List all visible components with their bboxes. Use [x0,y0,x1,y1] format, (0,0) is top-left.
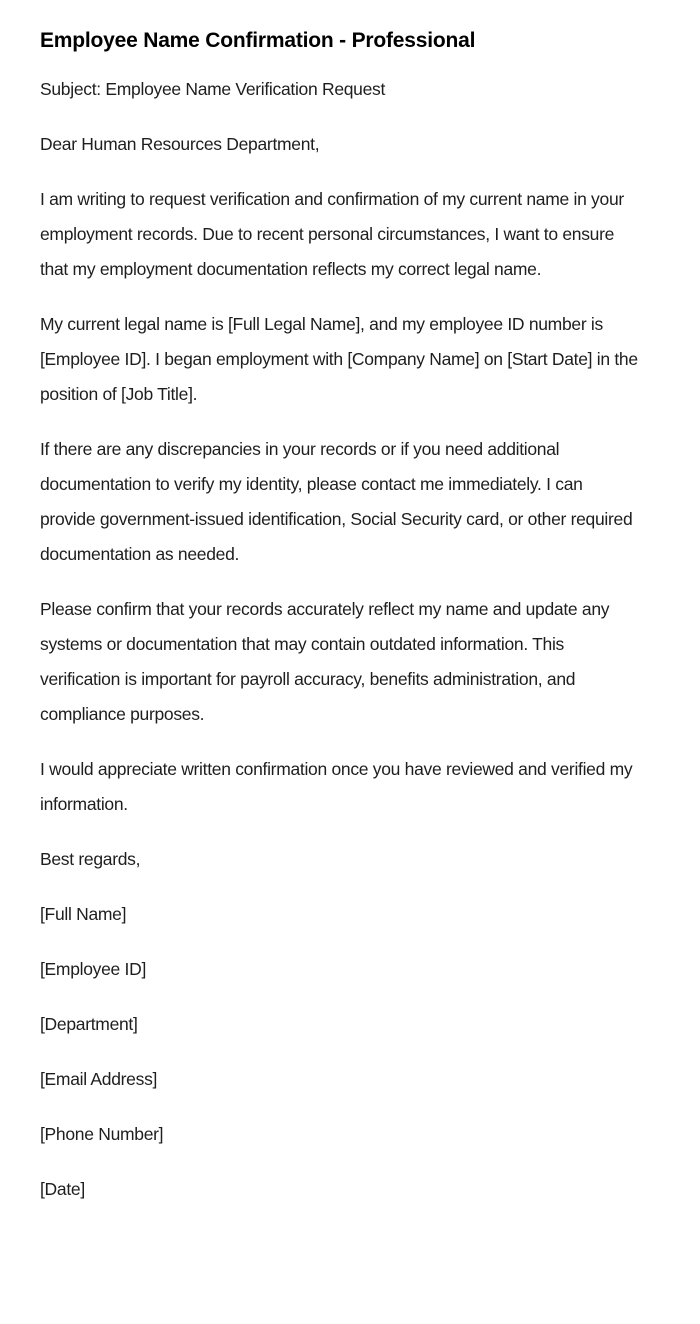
closing: Best regards, [40,849,141,869]
subject-line: Subject: Employee Name Verification Request [40,79,386,99]
body-paragraph-5: I would appreciate written confirmation once you have reviewed and verified my information. [40,759,633,814]
salutation: Dear Human Resources Department, [40,134,320,154]
letter-title: Employee Name Confirmation - Professional [40,29,476,52]
body-paragraph-2: My current legal name is [Full Legal Name], and my employee ID number is [Employee ID]. I began employment with [Company Name] on [Start Date] in the position of [Job Title]. [40,314,638,404]
signature-line-email-address: [Email Address] [40,1069,158,1089]
body-paragraph-1: I am writing to request verification and confirmation of my current name in your employment records. Due to recent personal circumstances, I want to ensure that my employment documentation reflects my correct legal name. [40,189,624,279]
signature-line-employee-id: [Employee ID] [40,959,147,979]
body-paragraph-4: Please confirm that your records accurately reflect my name and update any systems or documentation that may contain outdated information. This verification is important for payroll accuracy, benefits administration, and compliance purposes. [40,599,610,724]
body-paragraph-3: If there are any discrepancies in your records or if you need additional documentation to verify my identity, please contact me immediately. I can provide government-issued identification, Social Security card, or other required documentation as needed. [40,439,633,564]
signature-line-full-name: [Full Name] [40,904,127,924]
signature-line-date: [Date] [40,1179,85,1199]
signature-line-department: [Department] [40,1014,138,1034]
signature-line-phone-number: [Phone Number] [40,1124,164,1144]
